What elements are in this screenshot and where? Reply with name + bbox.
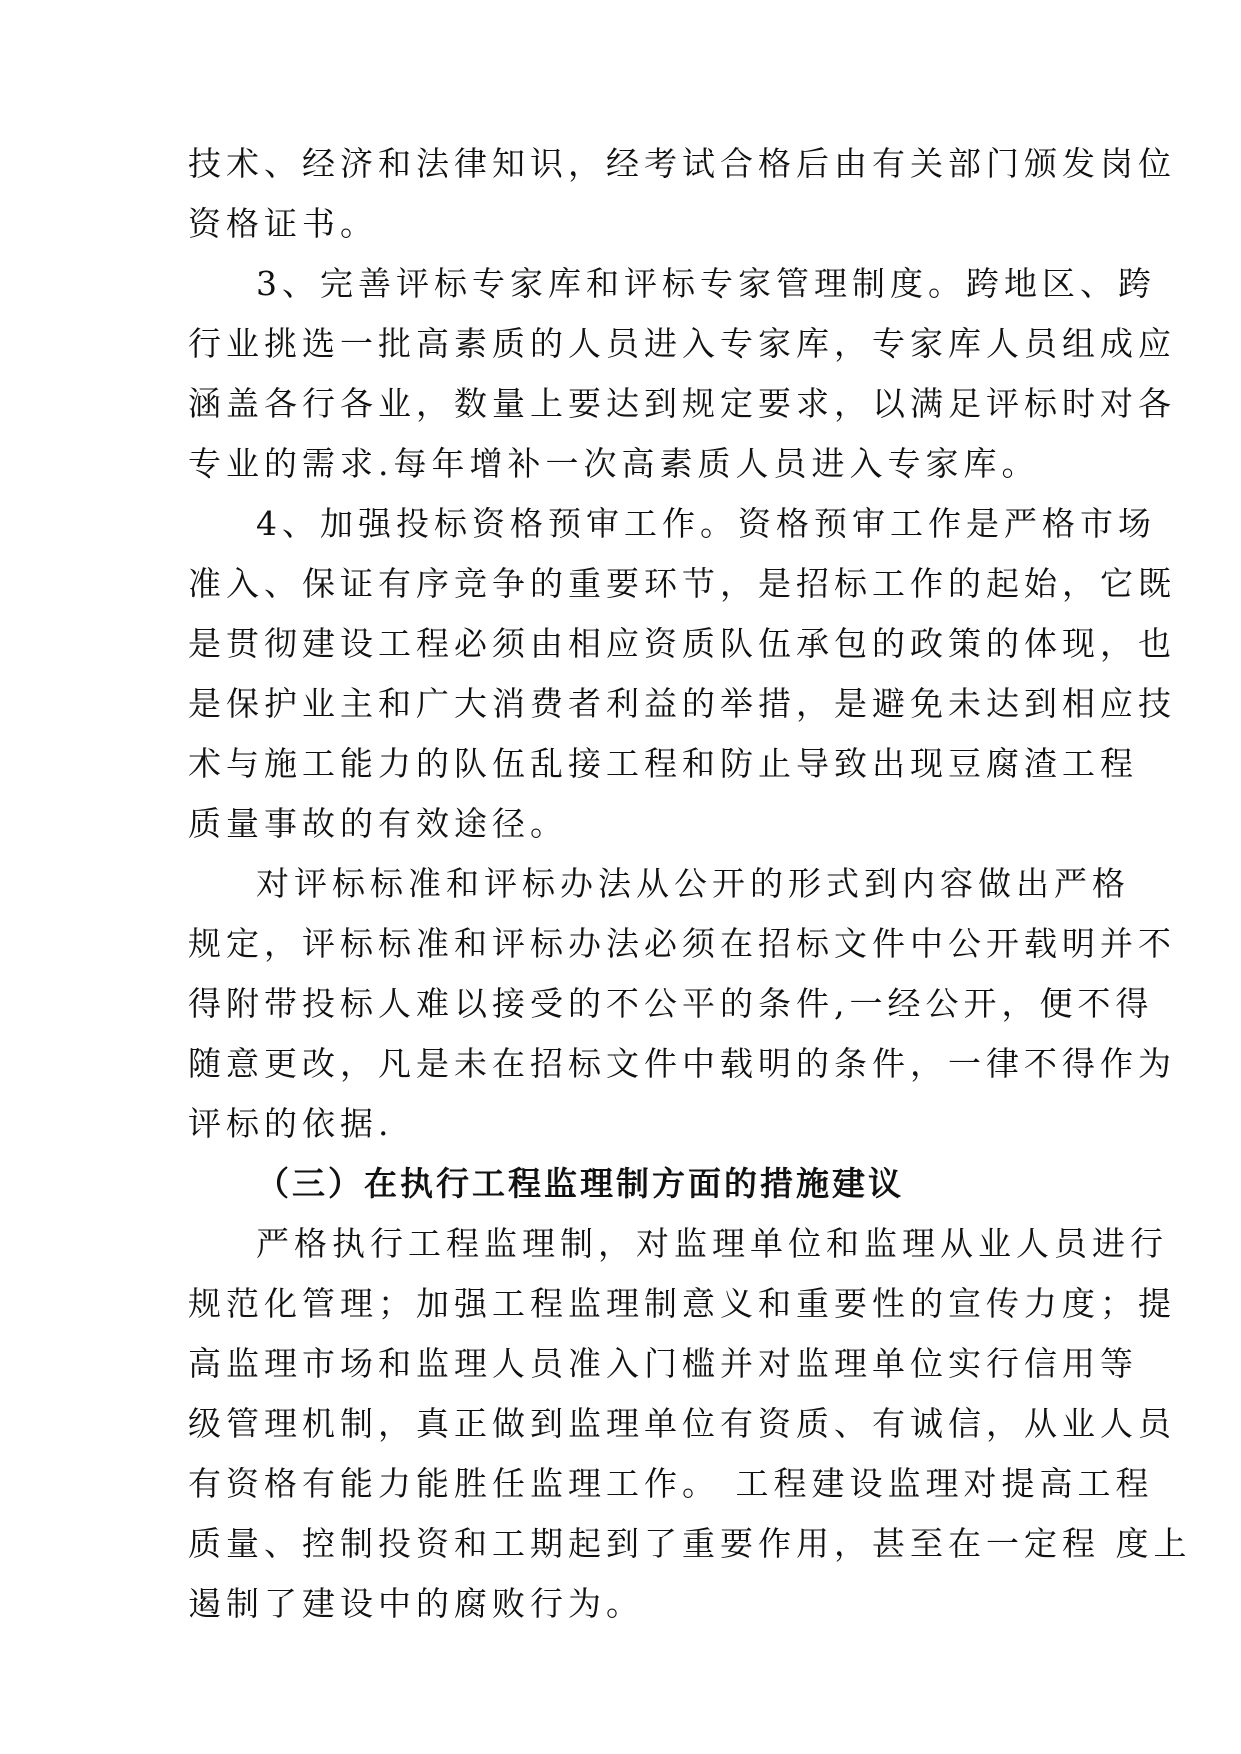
body-text-line: 4、加强投标资格预审工作。资格预审工作是严格市场 <box>256 504 1156 543</box>
section-heading: （三）在执行工程监理制方面的措施建议 <box>256 1164 904 1203</box>
body-text-line: 高监理市场和监理人员准入门槛并对监理单位实行信用等 <box>188 1344 1138 1383</box>
body-text-line: 随意更改，凡是未在招标文件中载明的条件，一律不得作为 <box>188 1044 1176 1083</box>
body-text-line: 是保护业主和广大消费者利益的举措，是避免未达到相应技 <box>188 684 1176 723</box>
body-text-line: 对评标标准和评标办法从公开的形式到内容做出严格 <box>256 864 1130 903</box>
body-text-line: 有资格有能力能胜任监理工作。 工程建设监理对提高工程 <box>188 1464 1154 1503</box>
body-text-line: 规范化管理；加强工程监理制意义和重要性的宣传力度；提 <box>188 1284 1176 1323</box>
body-text-line: 3、完善评标专家库和评标专家管理制度。跨地区、跨 <box>256 264 1156 303</box>
body-text-line: 规定，评标标准和评标办法必须在招标文件中公开载明并不 <box>188 924 1176 963</box>
body-text-line: 资格证书。 <box>188 204 378 243</box>
body-text-line: 严格执行工程监理制，对监理单位和监理从业人员进行 <box>256 1224 1168 1263</box>
body-text-line: 术与施工能力的队伍乱接工程和防止导致出现豆腐渣工程 <box>188 744 1138 783</box>
body-text-line: 行业挑选一批高素质的人员进入专家库，专家库人员组成应 <box>188 324 1176 363</box>
body-text-line: 是贯彻建设工程必须由相应资质队伍承包的政策的体现，也 <box>188 624 1176 663</box>
body-text-line: 技术、经济和法律知识，经考试合格后由有关部门颁发岗位 <box>188 144 1176 183</box>
body-text-line: 质量、控制投资和工期起到了重要作用，甚至在一定程 度上 <box>188 1524 1192 1563</box>
body-text-line: 评标的依据. <box>188 1104 394 1143</box>
body-text-line: 遏制了建设中的腐败行为。 <box>188 1584 644 1623</box>
body-text-line: 专业的需求.每年增补一次高素质人员进入专家库。 <box>188 444 1040 483</box>
body-text-line: 质量事故的有效途径。 <box>188 804 568 843</box>
body-text-line: 级管理机制，真正做到监理单位有资质、有诚信，从业人员 <box>188 1404 1176 1443</box>
body-text-line: 涵盖各行各业，数量上要达到规定要求，以满足评标时对各 <box>188 384 1176 423</box>
body-text-line: 得附带投标人难以接受的不公平的条件,一经公开，便不得 <box>188 984 1154 1023</box>
body-text-line: 准入、保证有序竞争的重要环节，是招标工作的起始，它既 <box>188 564 1176 603</box>
